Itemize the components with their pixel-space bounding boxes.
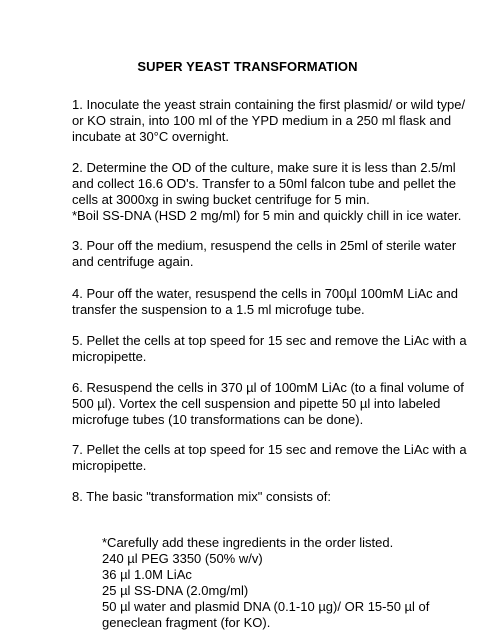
step-5-line: micropipette. [72,349,147,364]
step-6-line: 6. Resuspend the cells in 370 µl of 100mM LiAc (to a final volume of [72,380,464,395]
step-7-line: 7. Pellet the cells at top speed for 15 sec and remove the LiAc with a [72,442,467,457]
transformation-mix-list [72,535,495,631]
step-2-paragraph [72,160,484,208]
boil-note-line: *Boil SS-DNA (HSD 2 mg/ml) for 5 min and quickly chill in ice water. [72,208,462,223]
mix-note-line: *Carefully add these ingredients in the order listed. [102,535,394,550]
step-5-line: 5. Pellet the cells at top speed for 15 sec and remove the LiAc with a [72,333,467,348]
mix-ingredient-line: 36 µl 1.0M LiAc [102,567,192,582]
document-title: SUPER YEAST TRANSFORMATION [137,59,358,74]
step-3-line: 3. Pour off the medium, resuspend the cells in 25ml of sterile water [72,238,457,253]
step-6-paragraph [72,380,484,428]
step-3-line: and centrifuge again. [72,254,194,269]
step-8-line: 8. The basic "transformation mix" consists of: [72,489,331,504]
mix-ingredient-line: 240 µl PEG 3350 (50% w/v) [102,551,263,566]
step-4-line: transfer the suspension to a 1.5 ml microfuge tube. [72,302,365,317]
step-1-line: or KO strain, into 100 ml of the YPD medium in a 250 ml flask and [72,113,452,128]
step-1-line: 1. Inoculate the yeast strain containing the first plasmid/ or wild type/ [72,97,466,112]
mix-ingredient-line: 25 µl SS-DNA (2.0mg/ml) [102,583,249,598]
step-6-line: microfuge tubes (10 transformations can be done). [72,412,364,427]
step-2-line: 2. Determine the OD of the culture, make sure it is less than 2.5/ml [72,160,456,175]
step-8-paragraph [72,489,484,505]
step-5-paragraph [72,333,484,365]
step-4-paragraph [72,286,484,318]
step-7-line: micropipette. [72,458,147,473]
step-1-paragraph [72,97,484,145]
step-1-line: incubate at 30°C overnight. [72,129,229,144]
step-2-line: and collect 16.6 OD's. Transfer to a 50ml falcon tube and pellet the [72,176,457,191]
step-3-paragraph [72,238,484,270]
mix-ingredient-line: geneclean fragment (for KO). [102,615,271,630]
step-2-line: cells at 3000xg in swing bucket centrifuge for 5 min. [72,192,370,207]
step-4-line: 4. Pour off the water, resuspend the cells in 700µl 100mM LiAc and [72,286,458,301]
mix-ingredient-line: 50 µl water and plasmid DNA (0.1-10 µg)/ OR 15-50 µl of [102,599,430,614]
boil-note-paragraph [72,208,484,224]
step-6-line: 500 µl). Vortex the cell suspension and pipette 50 µl into labeled [72,396,441,411]
step-7-paragraph [72,442,484,474]
